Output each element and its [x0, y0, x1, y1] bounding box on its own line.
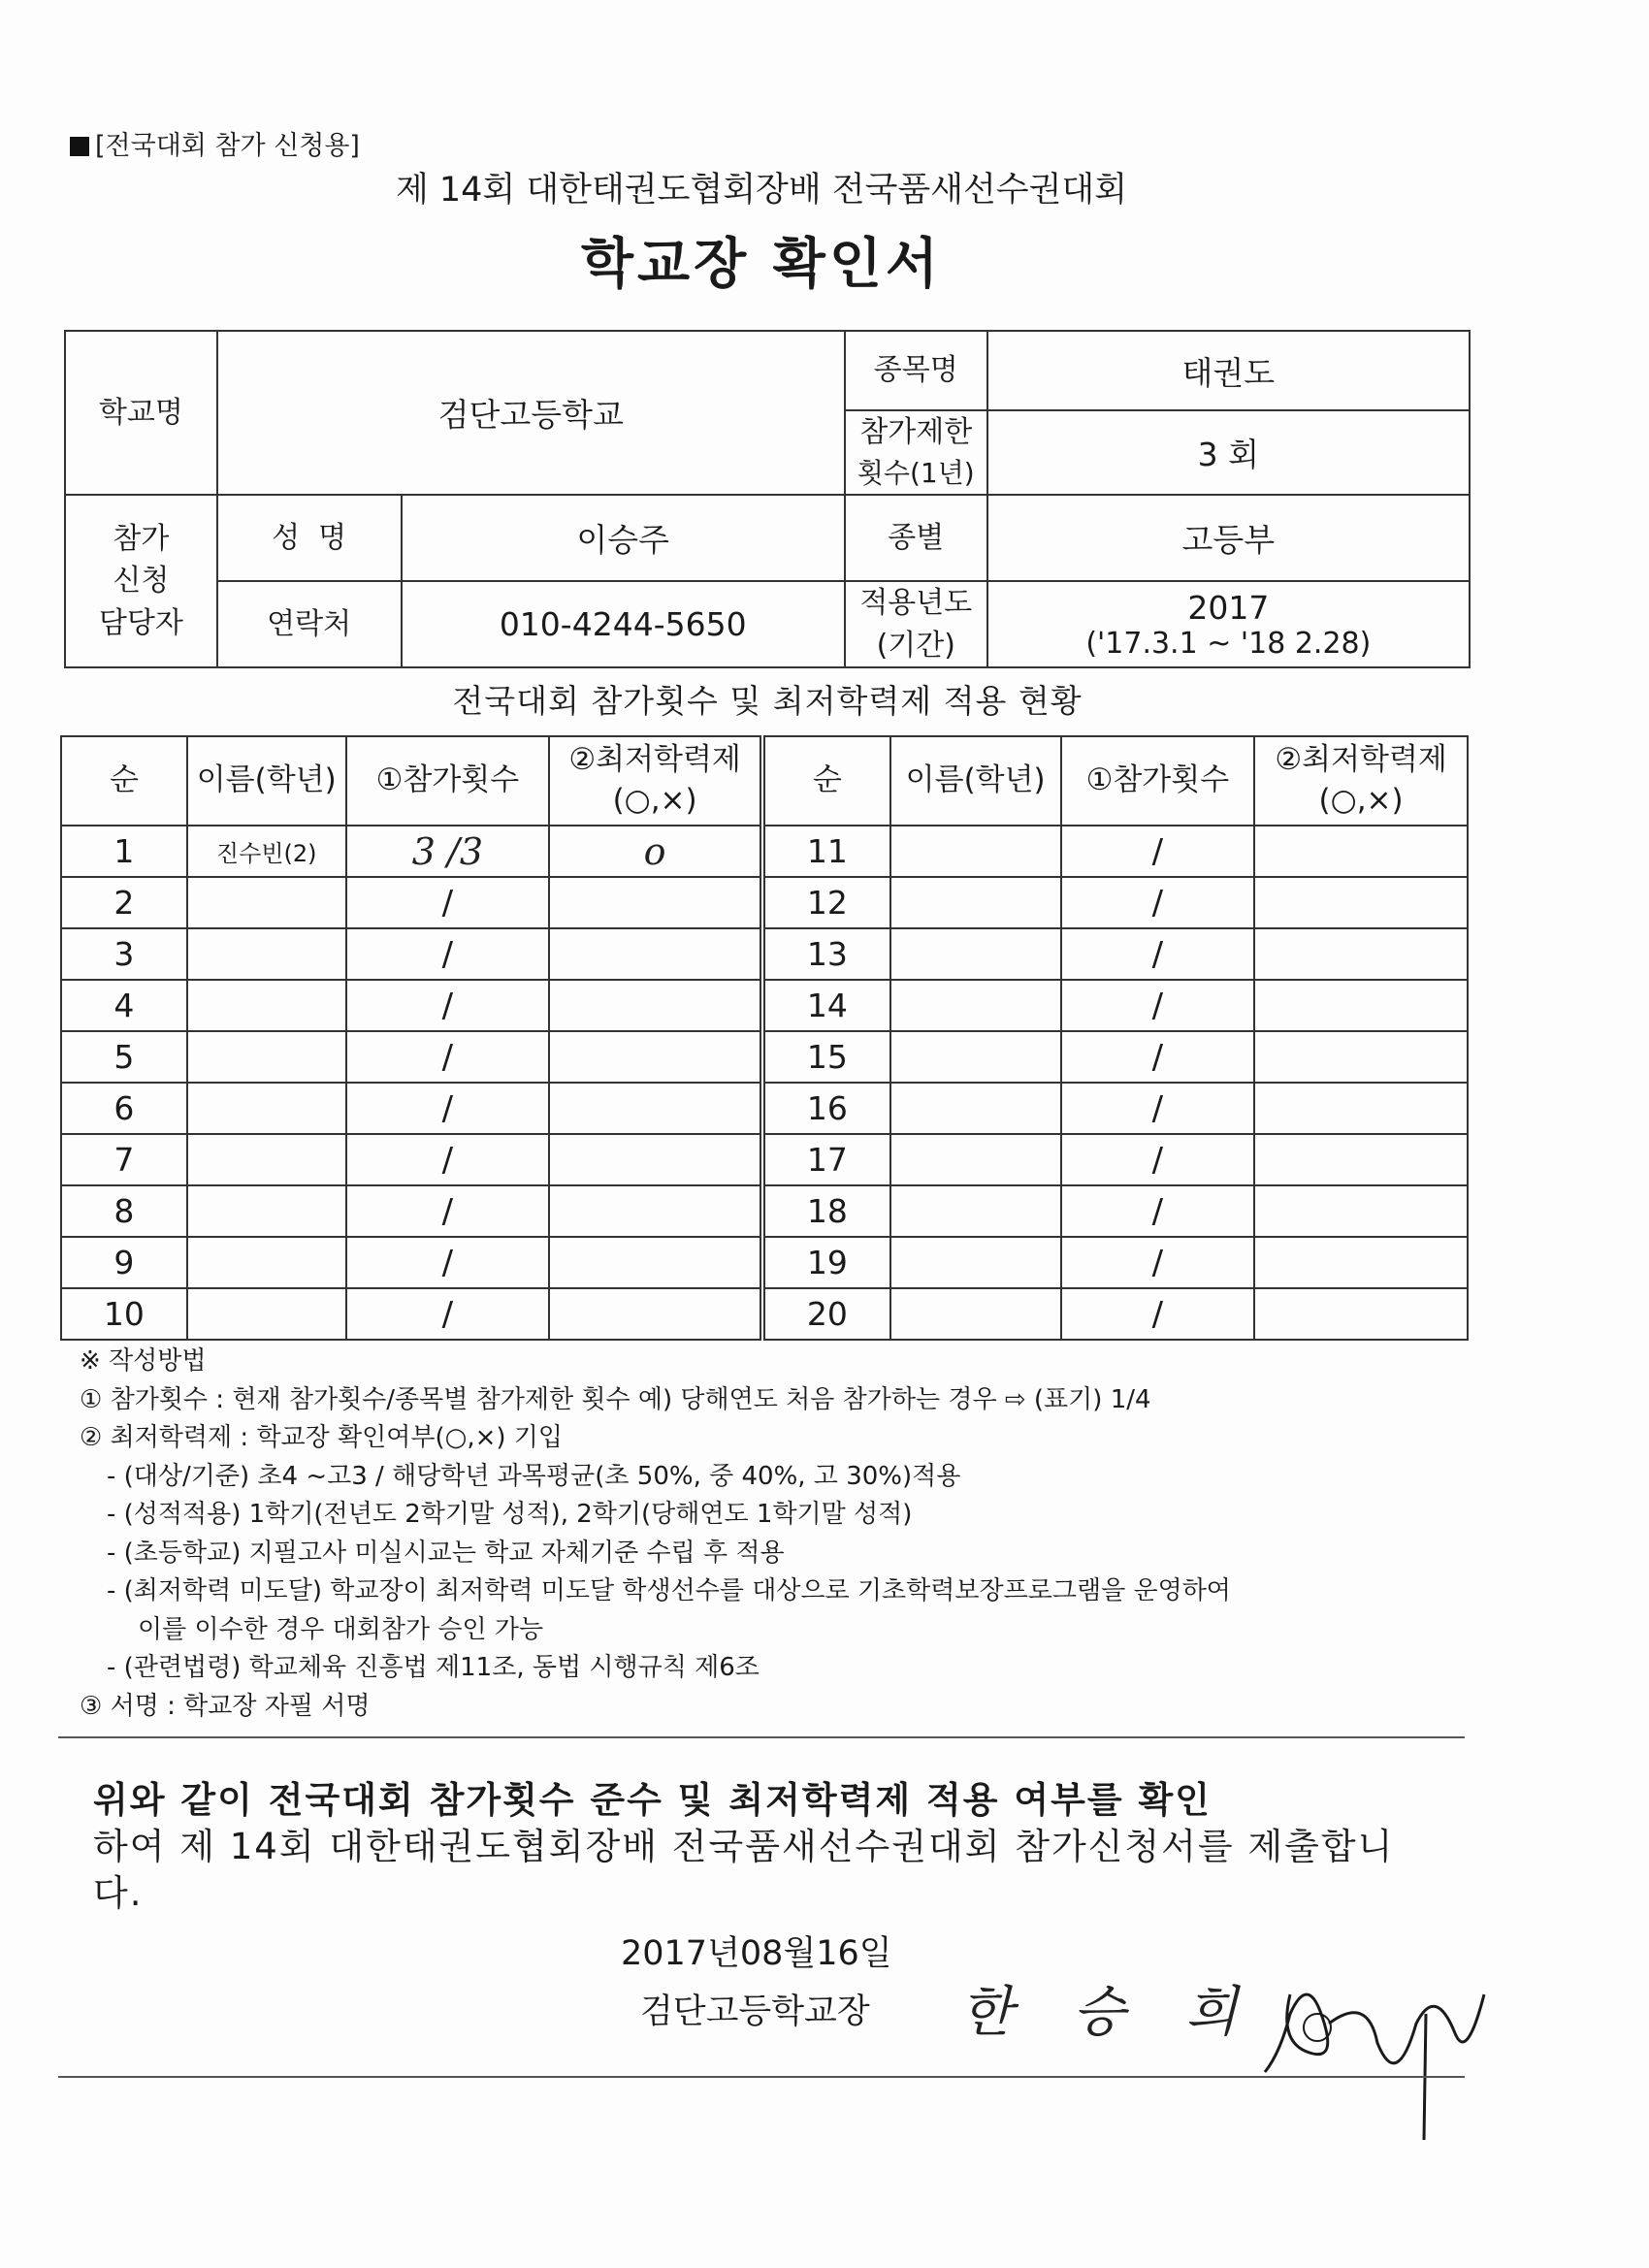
row-name	[187, 1185, 346, 1237]
row-name	[187, 928, 346, 980]
note-signature: ③ 서명 : 학교장 자필 서명	[80, 1691, 371, 1721]
row-no: 9	[61, 1237, 187, 1288]
participation-limit-label	[845, 410, 987, 495]
row-count: /	[346, 1083, 550, 1134]
col-min-2-line2: (○,×)	[1318, 783, 1404, 818]
row-name	[187, 1031, 346, 1083]
row-no-2: 17	[762, 1134, 890, 1185]
event-label: 종목명	[845, 331, 987, 410]
instructions-notes	[80, 1343, 1486, 1726]
applicant-label-line1: 참가	[113, 521, 170, 556]
row-no: 5	[61, 1031, 187, 1083]
row-no: 3	[61, 928, 187, 980]
row-min	[549, 1031, 762, 1083]
row-count-2: /	[1061, 1083, 1255, 1134]
row-name-2	[890, 1185, 1061, 1237]
row-name-2	[890, 1134, 1061, 1185]
row-min-2	[1254, 877, 1468, 928]
status-header-row	[61, 736, 1468, 826]
confirmation-statement	[93, 1777, 1451, 1917]
row-count: /	[346, 877, 550, 928]
year-label	[845, 581, 987, 667]
table-row	[61, 1083, 1468, 1134]
row-name-2	[890, 1031, 1061, 1083]
row-name-2	[890, 826, 1061, 877]
row-no-2: 20	[762, 1288, 890, 1340]
limit-label-line1: 참가제한	[859, 415, 973, 450]
row-name-2	[890, 1237, 1061, 1288]
row-no: 6	[61, 1083, 187, 1134]
applicant-label	[65, 495, 217, 667]
note-related-law: - (관련법령) 학교체육 진흥법 제11조, 동법 시행규칙 제6조	[107, 1653, 760, 1682]
note-participation-count: ① 참가횟수 : 현재 참가횟수/종목별 참가제한 횟수 예) 당해연도 처음 참가하는 경우 ⇨ (표기) 1/4	[80, 1384, 1151, 1414]
participation-status-table	[60, 735, 1469, 1341]
col-min-line2: (○,×)	[612, 783, 697, 818]
handwritten-name: 한 승 희	[960, 1981, 1259, 2044]
row-min	[549, 928, 762, 980]
bottom-divider	[58, 2076, 1465, 2078]
year-label-line2: (기간)	[876, 628, 955, 663]
row-min-2	[1254, 928, 1468, 980]
table-row	[61, 1185, 1468, 1237]
col-no: 순	[61, 736, 187, 826]
note-below-minimum-cont: 이를 이수한 경우 대회참가 승인 가능	[138, 1614, 544, 1644]
row-no: 8	[61, 1185, 187, 1237]
row-name-2	[890, 1288, 1061, 1340]
table-row	[61, 1237, 1468, 1288]
table-row	[61, 1031, 1468, 1083]
row-name	[187, 1237, 346, 1288]
row-no: 2	[61, 877, 187, 928]
row-no-2: 11	[762, 826, 890, 877]
row-min-2	[1254, 1237, 1468, 1288]
row-no: 1	[61, 826, 187, 877]
col-min-line1: ②최저학력제	[568, 742, 741, 778]
limit-label-line2: 횟수(1년)	[857, 456, 975, 489]
divider	[58, 1736, 1465, 1738]
note-grade-application: - (성적적용) 1학기(전년도 2학기말 성적), 2학기(당해연도 1학기말 성적)	[107, 1500, 913, 1529]
col-min	[549, 736, 762, 826]
row-min	[549, 1185, 762, 1237]
row-min	[549, 1083, 762, 1134]
row-min-2	[1254, 980, 1468, 1031]
note-below-minimum: - (최저학력 미도달) 학교장이 최저학력 미도달 학생선수를 대상으로 기초학력보장프로그램을 운영하여	[107, 1576, 1231, 1605]
row-count: /	[346, 1237, 550, 1288]
row-name-2	[890, 1083, 1061, 1134]
table-row	[61, 1134, 1468, 1185]
row-name	[187, 1083, 346, 1134]
row-name-2	[890, 928, 1061, 980]
row-name-2	[890, 980, 1061, 1031]
row-count: 3 /3	[346, 826, 550, 877]
principal-label: 검단고등학교장	[640, 1993, 870, 2031]
name-value: 이승주	[402, 495, 845, 581]
row-min-2	[1254, 826, 1468, 877]
row-no: 4	[61, 980, 187, 1031]
row-min	[549, 877, 762, 928]
row-count-2: /	[1061, 928, 1255, 980]
note-elementary: - (초등학교) 지필고사 미실시교는 학교 자체기준 수립 후 적용	[107, 1538, 785, 1568]
row-no: 7	[61, 1134, 187, 1185]
row-name	[187, 877, 346, 928]
event-subtitle: 제 14회 대한태권도협회장배 전국품새선수권대회	[395, 171, 1128, 210]
status-section-title: 전국대회 참가횟수 및 최저학력제 적용 현황	[452, 682, 1083, 720]
square-bullet-icon	[70, 137, 89, 156]
row-name	[187, 980, 346, 1031]
row-min-2	[1254, 1134, 1468, 1185]
notes-heading: ※ 작성방법	[80, 1346, 207, 1376]
applicant-label-line2: 신청	[113, 564, 170, 599]
col-name-2: 이름(학년)	[890, 736, 1061, 826]
page-title: 학교장 확인서	[580, 233, 943, 296]
school-name: 검단고등학교	[217, 331, 845, 495]
event-value: 태권도	[987, 331, 1470, 410]
row-count-2: /	[1061, 980, 1255, 1031]
row-name	[187, 1134, 346, 1185]
col-count-2: ①참가횟수	[1061, 736, 1255, 826]
row-name	[187, 1288, 346, 1340]
form-usage-tag	[70, 124, 360, 162]
row-min-2	[1254, 1083, 1468, 1134]
row-min	[549, 980, 762, 1031]
row-no-2: 15	[762, 1031, 890, 1083]
school-label: 학교명	[65, 331, 217, 495]
row-count-2: /	[1061, 1237, 1255, 1288]
signature-mark	[1251, 1956, 1504, 2154]
col-name: 이름(학년)	[187, 736, 346, 826]
col-no-2: 순	[762, 736, 890, 826]
row-count: /	[346, 928, 550, 980]
row-no-2: 13	[762, 928, 890, 980]
division-value: 고등부	[987, 495, 1470, 581]
row-count: /	[346, 1031, 550, 1083]
row-no: 10	[61, 1288, 187, 1340]
submission-date: 2017년08월16일	[621, 1934, 892, 1973]
note-min-academic: ② 최저학력제 : 학교장 확인여부(○,×) 기입	[80, 1423, 564, 1452]
school-info-table	[64, 330, 1471, 668]
row-count-2: /	[1061, 1031, 1255, 1083]
row-min-2	[1254, 1031, 1468, 1083]
row-min-2	[1254, 1288, 1468, 1340]
row-count: /	[346, 980, 550, 1031]
row-min: o	[549, 826, 762, 877]
row-no-2: 19	[762, 1237, 890, 1288]
table-row	[61, 1288, 1468, 1340]
table-row	[61, 928, 1468, 980]
contact-label: 연락처	[217, 581, 402, 667]
row-no-2: 16	[762, 1083, 890, 1134]
row-name: 진수빈(2)	[187, 826, 346, 877]
note-target-criteria: - (대상/기준) 초4 ~고3 / 해당학년 과목평균(초 50%, 중 40%, 고 30%)적용	[107, 1461, 961, 1491]
applicant-label-line3: 담당자	[98, 605, 183, 640]
name-label: 성 명	[217, 495, 402, 581]
col-min-2-line1: ②최저학력제	[1275, 742, 1447, 778]
year-period: ('17.3.1 ~ '18 2.28)	[1085, 626, 1372, 661]
table-row	[61, 980, 1468, 1031]
row-count: /	[346, 1288, 550, 1340]
row-min	[549, 1237, 762, 1288]
row-min	[549, 1134, 762, 1185]
participation-limit-value: 3 회	[987, 410, 1470, 495]
row-count: /	[346, 1134, 550, 1185]
table-row	[61, 877, 1468, 928]
row-count: /	[346, 1185, 550, 1237]
row-count-2: /	[1061, 826, 1255, 877]
row-min	[549, 1288, 762, 1340]
statement-line1: 위와 같이 전국대회 참가횟수 준수 및 최저학력제 적용 여부를 확인	[93, 1779, 1212, 1821]
statement-line3: 다.	[93, 1872, 144, 1914]
table-row	[61, 826, 1468, 877]
division-label: 종별	[845, 495, 987, 581]
row-count-2: /	[1061, 1134, 1255, 1185]
row-min-2	[1254, 1185, 1468, 1237]
year-value-cell	[987, 581, 1470, 667]
row-count-2: /	[1061, 1288, 1255, 1340]
col-min-2	[1254, 736, 1468, 826]
row-count-2: /	[1061, 1185, 1255, 1237]
year-label-line1: 적용년도	[859, 586, 973, 620]
signature-scribble-icon	[1251, 1956, 1504, 2150]
statement-line2: 하여 제 14회 대한태권도협회장배 전국품새선수권대회 참가신청서를 제출합니	[93, 1826, 1395, 1867]
form-usage-tag-text: [전국대회 참가 신청용]	[95, 131, 360, 161]
year-value: 2017	[1187, 588, 1270, 627]
contact-value: 010-4244-5650	[402, 581, 845, 667]
row-no-2: 18	[762, 1185, 890, 1237]
row-count-2: /	[1061, 877, 1255, 928]
row-name-2	[890, 877, 1061, 928]
row-no-2: 12	[762, 877, 890, 928]
col-count: ①참가횟수	[346, 736, 550, 826]
row-no-2: 14	[762, 980, 890, 1031]
